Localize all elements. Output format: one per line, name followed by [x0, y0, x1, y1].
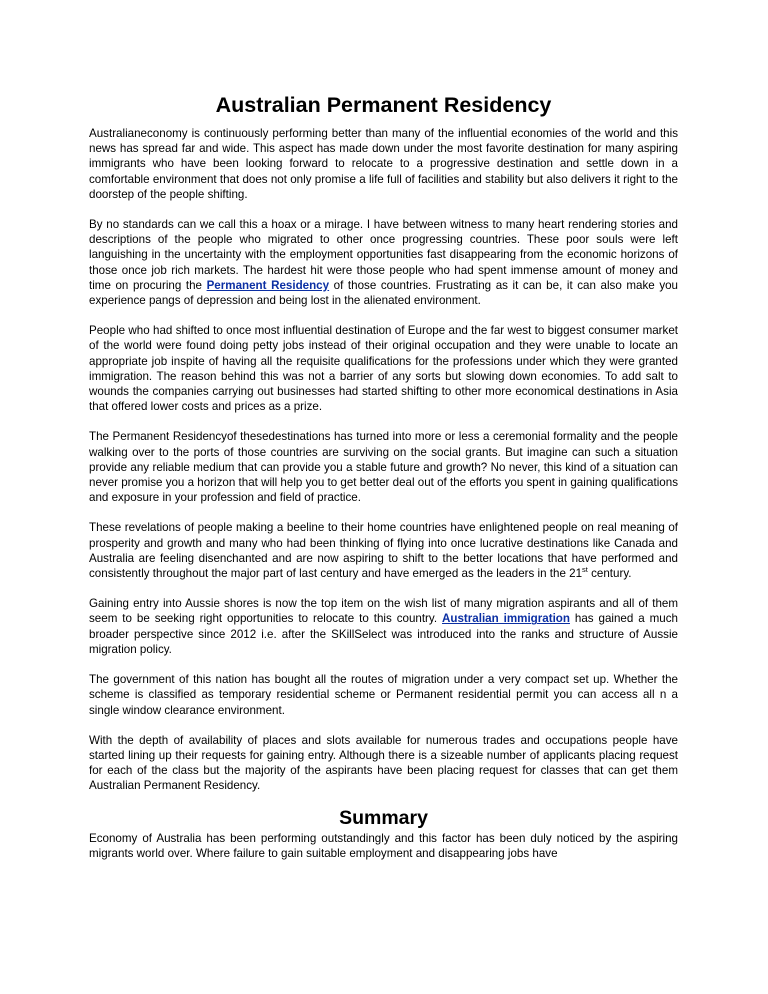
paragraph-5	[89, 520, 678, 581]
paragraph-4: The Permanent Residencyof thesedestinations has turned into more or less a ceremonial formality and the people walking over to the ports of those countries are surviving on the social grants. But imagine can such a situation provide any reliable medium that can provide you a stable future and growth? No never, this kind of a situation can never promise you a horizon that will help you to get better deal out of the efforts you spent in gaining qualifications and exposure in your profession and field of practice.	[89, 430, 678, 505]
paragraph-5-text-before: These revelations of people making a beeline to their home countries have enlightened people on real meaning of prosperity and growth and many who had been thinking of flying into once lucrative destinations like Canada and Australia are feeling disenchanted and are now aspiring to shift to the better locations that have performed and consistently throughout the major part of last century and have emerged as the leaders in the 21	[89, 521, 678, 581]
paragraph-6-text-after: has gained a much broader perspective since 2012 i.e. after the SKillSelect was introduced into the ranks and structure of Aussie migration policy.	[89, 612, 678, 656]
paragraph-6-text-before: Gaining entry into Aussie shores is now the top item on the wish list of many migration aspirants and all of them seem to be seeking right opportunities to relocate to this country.	[89, 597, 678, 626]
paragraph-7: The government of this nation has bought all the routes of migration under a very compact set up. Whether the scheme is classified as temporary residential scheme or Permanent residential permit you can access all n a single window clearance environment.	[89, 673, 678, 717]
paragraph-3: People who had shifted to once most influential destination of Europe and the far west to biggest consumer market of the world were found doing petty jobs instead of their original occupation and they were unable to locate an appropriate job inspite of having all the requisite qualifications for the professions under which they were granted immigration. The reason behind this was not a barrier of any sorts but slowing down economies. To add salt to wounds the companies carrying out businesses had started shifting to other more economical destinations in Asia that offered lower costs and prices as a prize.	[89, 324, 678, 414]
australian-immigration-link[interactable]: Australian immigration	[442, 612, 570, 626]
paragraph-1: Australianeconomy is continuously performing better than many of the influential economies of the world and this news has spread far and wide. This aspect has made down under the most favorite destination for many aspiring immigrants who have been looking forward to relocate to a progressive destination and settle down in a comfortable environment that does not only promise a life full of facilities and stability but also delivers it right to the doorstep of the people shifting.	[89, 127, 678, 201]
summary-heading: Summary	[339, 806, 428, 829]
document-page	[89, 92, 678, 876]
paragraph-5-text-after: century.	[587, 567, 632, 581]
paragraph-2-text-after: of those countries. Frustrating as it can be, it can also make you experience pangs of depression and being lost in the alienated environment.	[89, 278, 679, 308]
paragraph-6	[89, 596, 678, 657]
document-title: Australian Permanent Residency	[215, 93, 552, 117]
summary-paragraph: Economy of Australia has been performing outstandingly and this factor has been duly noticed by the aspiring migrants world over. Where failure to gain suitable employment and disappearing jobs have	[89, 831, 678, 860]
permanent-residency-link[interactable]: Permanent Residency	[206, 278, 330, 292]
paragraph-2-text-before: By no standards can we call this a hoax or a mirage. I have between witness to many heart rendering stories and descriptions of the people who migrated to other once progressing countries. These poor souls were left languishing in the uncertainty with the employment opportunities fast disappearing from the economic horizons of those once job rich markets. The hardest hit were those people who had spent immense amount of money and time on procuring the	[89, 218, 678, 292]
paragraph-2	[89, 217, 678, 308]
paragraph-8: With the depth of availability of places and slots available for numerous trades and occupations people have started lining up their requests for gaining entry. Although there is a sizeable number of applicants placing request for each of the class but the majority of the aspirants have been placing request for classes that can get them Australian Permanent Residency.	[89, 733, 678, 793]
ordinal-suffix: st	[582, 565, 588, 575]
